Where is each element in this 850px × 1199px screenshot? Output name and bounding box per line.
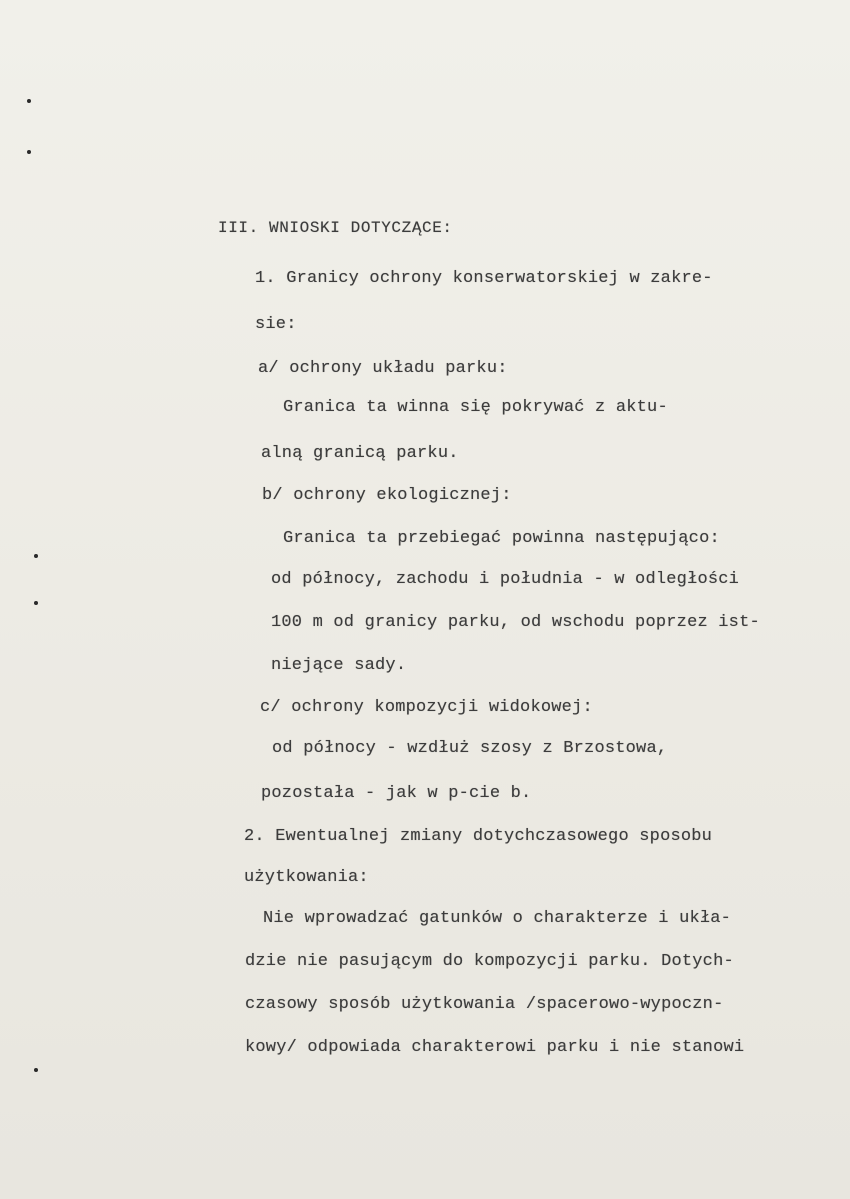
text-line: od północy, zachodu i południa - w odległości <box>271 570 740 589</box>
text-line: alną granicą parku. <box>261 444 459 463</box>
text-line: c/ ochrony kompozycji widokowej: <box>260 698 593 717</box>
text-line: 100 m od granicy parku, od wschodu poprzez ist- <box>271 613 760 632</box>
text-line: od północy - wzdłuż szosy z Brzostowa, <box>272 739 668 758</box>
text-line: 1. Granicy ochrony konserwatorskiej w zakre- <box>255 269 713 288</box>
text-line: 2. Ewentualnej zmiany dotychczasowego sposobu <box>244 827 713 846</box>
punch-hole-mark <box>34 1068 38 1072</box>
text-line: dzie nie pasującym do kompozycji parku. Dotych- <box>245 952 734 971</box>
punch-hole-mark <box>27 99 31 103</box>
text-line: a/ ochrony układu parku: <box>258 359 508 378</box>
text-line: sie: <box>255 315 297 334</box>
text-line: kowy/ odpowiada charakterowi parku i nie stanowi <box>245 1038 745 1057</box>
punch-hole-mark <box>27 150 31 154</box>
text-line: użytkowania: <box>244 868 369 887</box>
text-line: czasowy sposób użytkowania /spacerowo-wypoczn- <box>245 995 724 1014</box>
section-heading: III. WNIOSKI DOTYCZĄCE: <box>218 219 453 237</box>
text-line: Granica ta winna się pokrywać z aktu- <box>283 398 668 417</box>
text-line: Nie wprowadzać gatunków o charakterze i ukła- <box>263 909 732 928</box>
text-line: niejące sady. <box>271 656 407 675</box>
text-line: b/ ochrony ekologicznej: <box>262 486 512 505</box>
text-line: Granica ta przebiegać powinna następująco: <box>283 529 720 548</box>
text-line: pozostała - jak w p-cie b. <box>261 784 532 803</box>
punch-hole-mark <box>34 554 38 558</box>
punch-hole-mark <box>34 601 38 605</box>
